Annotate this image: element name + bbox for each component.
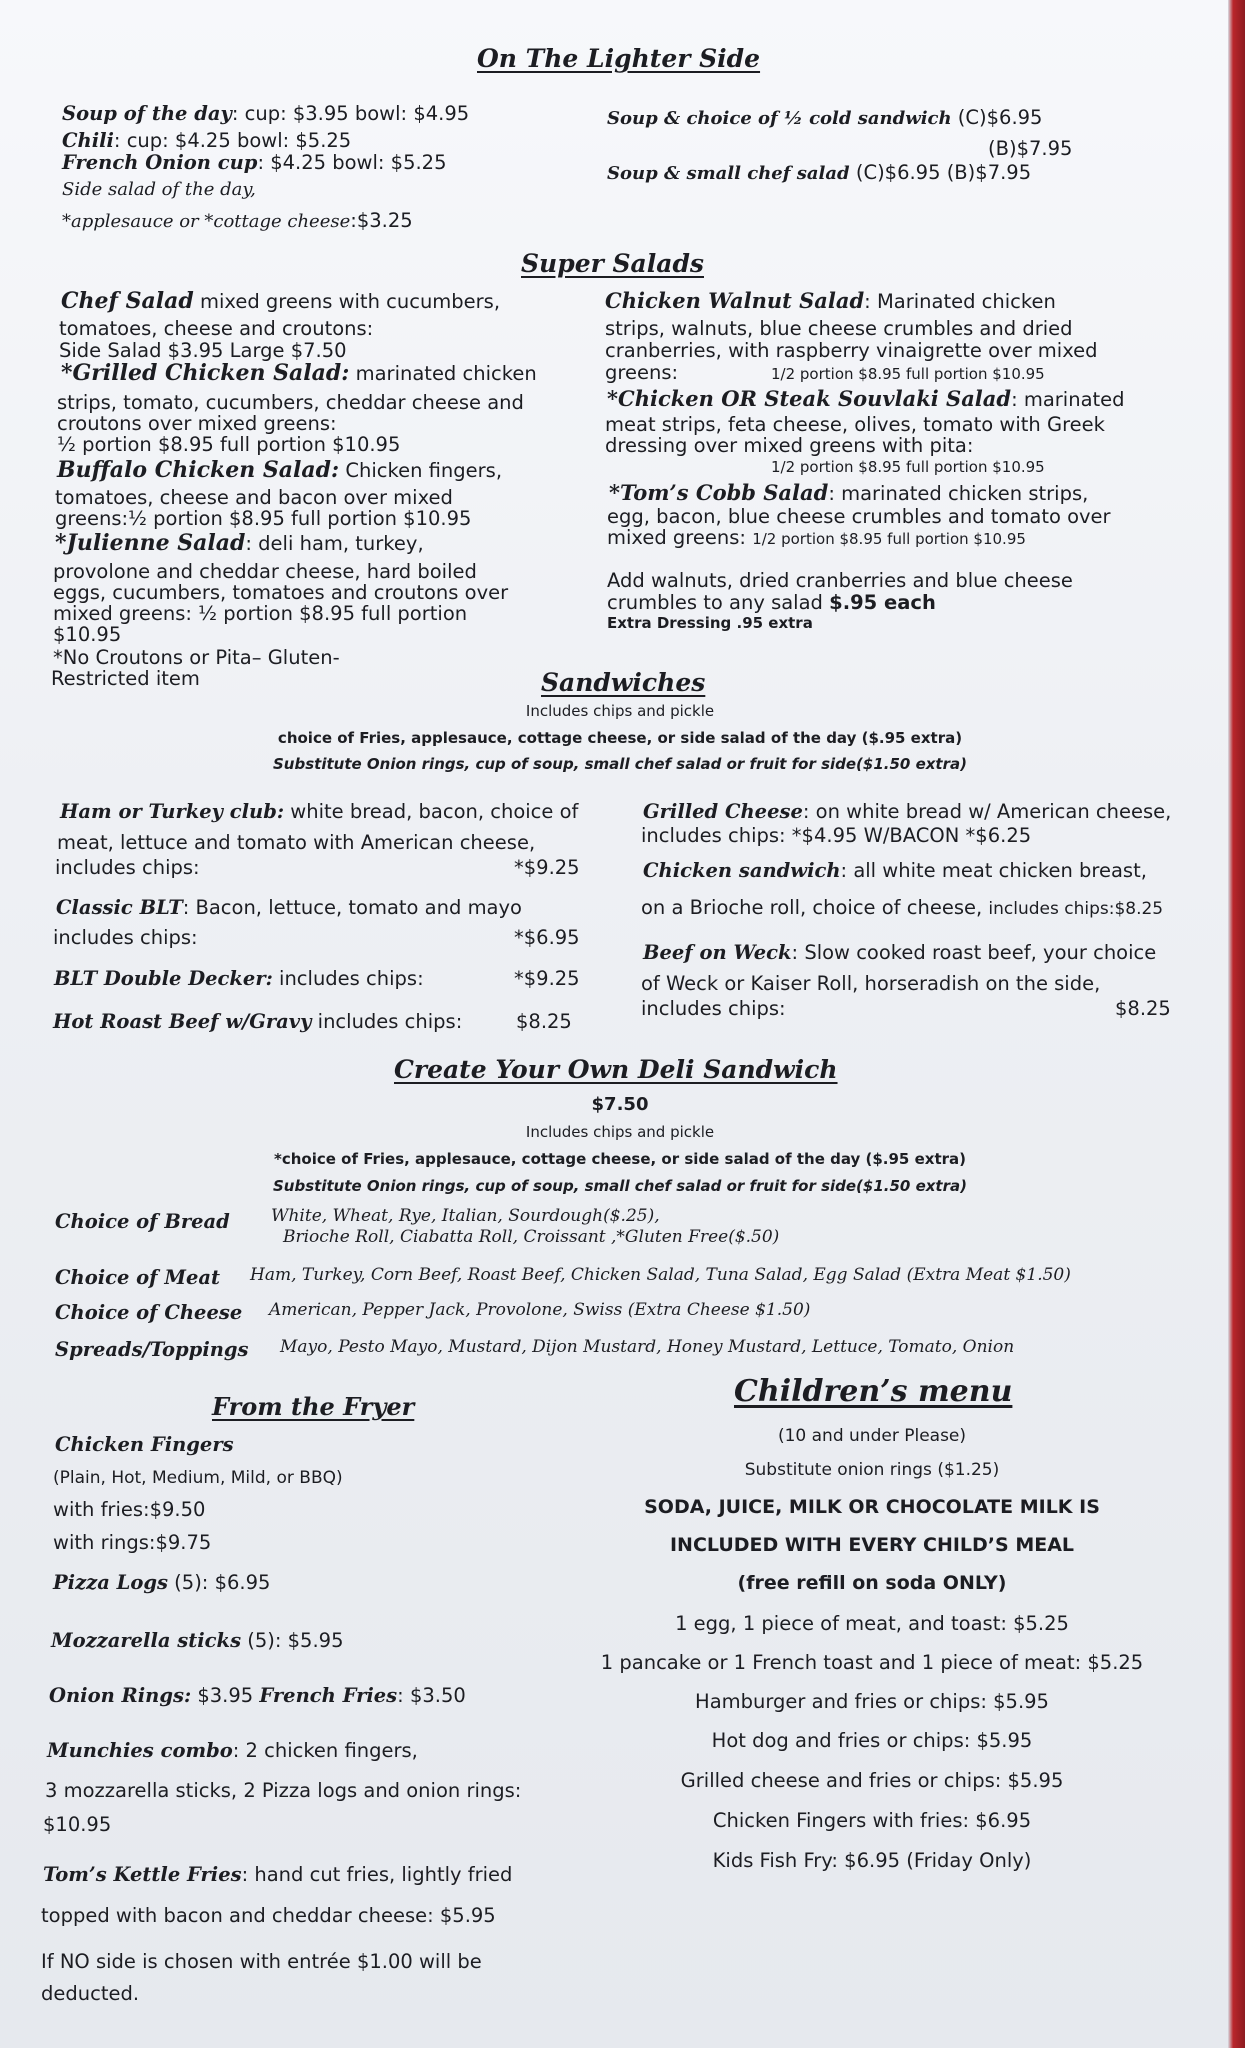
sandwiches-heading: Sandwiches (541, 668, 706, 697)
souvlaki-salad-name: *Chicken OR Steak Souvlaki Salad (607, 386, 1012, 411)
club-desc-3: includes chips: (55, 856, 200, 879)
club-line (60, 802, 578, 822)
chicken-walnut-salad-desc-4: greens: (605, 361, 679, 384)
cobb-salad-name: *Tom’s Cobb Salad (609, 480, 829, 505)
chef-salad-line (61, 290, 500, 312)
soup-chef-line (607, 163, 1031, 183)
rings-fries-line (49, 1686, 466, 1706)
bread-options: White, Wheat, Rye, Italian, Sourdough($.25), (271, 1206, 660, 1226)
deli-side-choice: *choice of Fries, applesauce, cottage cheese, or side salad of the day ($.95 extra) (274, 1150, 966, 1168)
hot-roast-beef-desc: includes chips: (311, 1010, 463, 1033)
hot-roast-beef-name: Hot Roast Beef w/Gravy (53, 1010, 312, 1033)
club-desc-2: meat, lettuce and tomato with American cheese, (57, 831, 536, 854)
cobb-salad-desc-2: egg, bacon, blue cheese crumbles and tomato over (607, 505, 1111, 528)
chicken-fingers-fries-price: with fries:$9.50 (53, 1498, 206, 1521)
buffalo-chicken-salad-desc-2: tomatoes, cheese and bacon over mixed (55, 486, 453, 509)
soup-sandwich-bowl-price: (B)$7.95 (988, 137, 1073, 160)
club-desc: white bread, bacon, choice of (284, 800, 579, 823)
sandwiches-side-choice: choice of Fries, applesauce, cottage cheese, or side salad of the day ($.95 extra) (277, 729, 963, 747)
souvlaki-salad-desc: : marinated (1011, 388, 1125, 411)
julienne-salad-desc-3: eggs, cucumbers, tomatoes and croutons over (53, 581, 509, 604)
french-fries-price: : $3.50 (397, 1684, 466, 1707)
grilled-cheese-desc: : on white bread w/ American cheese, (802, 800, 1172, 823)
soup-sandwich-cup-price: (C)$6.95 (957, 106, 1043, 129)
pizza-logs-name: Pizza Logs (53, 1571, 168, 1594)
chef-salad-price: Side Salad $3.95 Large $7.50 (59, 339, 347, 362)
kids-item: Grilled cheese and fries or chips: $5.95 (680, 1769, 1064, 1792)
blt-price: *$6.95 (514, 926, 580, 949)
kettle-fries-desc: : hand cut fries, lightly fried (241, 1863, 513, 1886)
cobb-salad-desc-3: mixed greens: (607, 526, 753, 549)
chicken-sandwich-line (643, 861, 1147, 881)
chicken-fingers-sauces: (Plain, Hot, Medium, Mild, or BBQ) (53, 1468, 343, 1488)
grilled-cheese-price: includes chips: *$4.95 W/BACON *$6.25 (641, 824, 1032, 847)
children-substitute: Substitute onion rings ($1.25) (744, 1460, 1000, 1480)
munchies-combo-price: $10.95 (43, 1813, 112, 1836)
gluten-note: *No Croutons or Pita– Gluten- (53, 646, 340, 669)
pizza-logs-price: (5): $6.95 (167, 1571, 271, 1594)
onion-rings-price: $3.95 (191, 1684, 260, 1707)
mozzarella-line (51, 1631, 343, 1651)
chef-salad-desc-2: tomatoes, cheese and croutons: (59, 317, 374, 340)
grilled-chicken-salad-price: ½ portion $8.95 full portion $10.95 (57, 433, 401, 456)
kids-item: Hamburger and fries or chips: $5.95 (695, 1690, 1049, 1713)
no-side-note-2: deducted. (41, 1982, 140, 2005)
chicken-sandwich-price-line (641, 898, 1163, 918)
kids-item: Chicken Fingers with fries: $6.95 (712, 1809, 1032, 1832)
chicken-fingers-name: Chicken Fingers (55, 1433, 234, 1456)
souvlaki-salad-price-text: 1/2 portion $8.95 full portion $10.95 (771, 458, 1045, 476)
kids-item: 1 egg, 1 piece of meat, and toast: $5.25 (675, 1612, 1069, 1635)
children-drinks: SODA, JUICE, MILK OR CHOCOLATE MILK IS (644, 1496, 1100, 1518)
soup-of-day-line (62, 104, 469, 124)
add-ons-price-line (607, 593, 936, 613)
blt-double-decker-line (54, 969, 424, 989)
grilled-chicken-salad-desc-3: croutons over mixed greens: (57, 412, 337, 435)
kids-item: 1 pancake or 1 French toast and 1 piece of meat: $5.25 (600, 1651, 1144, 1674)
kettle-fries-name: Tom’s Kettle Fries (43, 1863, 242, 1886)
meat-label: Choice of Meat (55, 1266, 220, 1289)
kettle-fries-line (43, 1865, 512, 1885)
buffalo-chicken-salad-price: greens:½ portion $8.95 full portion $10.95 (55, 507, 472, 530)
souvlaki-salad-price (771, 456, 1045, 476)
grilled-chicken-salad-desc: marinated chicken (349, 362, 537, 385)
mozzarella-name: Mozzarella sticks (51, 1629, 242, 1652)
chicken-walnut-salad-desc-3: cranberries, with raspberry vinaigrette over mixed (605, 339, 1098, 362)
applesauce-price: :$3.25 (350, 209, 413, 232)
chicken-walnut-salad-desc: : Marinated chicken (864, 290, 1056, 313)
julienne-salad-desc: : deli ham, turkey, (245, 532, 424, 555)
cobb-salad-price-text: 1/2 portion $8.95 full portion $10.95 (752, 530, 1026, 548)
buffalo-chicken-salad-name: Buffalo Chicken Salad: (57, 457, 340, 483)
munchies-combo-desc: : 2 chicken fingers, (232, 1739, 418, 1762)
add-ons-text: crumbles to any salad (607, 591, 830, 614)
cheese-options: American, Pepper Jack, Provolone, Swiss (Extra Cheese $1.50) (269, 1300, 811, 1320)
souvlaki-salad-line (607, 388, 1125, 410)
blt-desc-2: includes chips: (53, 926, 198, 949)
club-price: *$9.25 (514, 856, 580, 879)
side-salad-line: Side salad of the day, (62, 179, 256, 200)
bread-options-2: Brioche Roll, Ciabatta Roll, Croissant ,*Gluten Free($.50) (283, 1227, 780, 1247)
mozzarella-price: (5): $5.95 (241, 1629, 344, 1652)
add-ons-line: Add walnuts, dried cranberries and blue cheese (607, 569, 1073, 592)
blt-double-decker-price: *$9.25 (514, 967, 580, 990)
children-drinks-2: INCLUDED WITH EVERY CHILD’S MEAL (669, 1534, 1075, 1556)
kids-item: Hot dog and fries or chips: $5.95 (711, 1729, 1033, 1752)
gluten-note-2: Restricted item (51, 667, 200, 690)
sandwiches-includes: Includes chips and pickle (525, 702, 715, 720)
blt-double-decker-name: BLT Double Decker: (54, 967, 273, 990)
cobb-salad-line (609, 482, 1088, 504)
julienne-salad-price-2: $10.95 (53, 623, 122, 646)
grilled-cheese-line (643, 802, 1171, 822)
julienne-salad-name: *Julienne Salad (55, 530, 246, 556)
soup-chef-name: Soup & small chef salad (607, 163, 850, 184)
sandwiches-substitute: Substitute Onion rings, cup of soup, small chef salad or fruit for side($1.50 extra) (273, 755, 967, 773)
bread-label: Choice of Bread (55, 1210, 230, 1233)
cobb-salad-desc: : marinated chicken strips, (828, 482, 1089, 505)
chicken-sandwich-desc-2: on a Brioche roll, choice of cheese, (641, 896, 989, 919)
chili-line (62, 131, 351, 151)
julienne-salad-price: mixed greens: ½ portion $8.95 full portion (53, 602, 468, 625)
extra-dressing: Extra Dressing .95 extra (607, 614, 813, 632)
cobb-salad-price (607, 528, 1026, 548)
blt-line (56, 898, 522, 918)
deli-heading: Create Your Own Deli Sandwich (394, 1055, 838, 1084)
childrens-menu-heading: Children’s menu (734, 1374, 1013, 1409)
chicken-walnut-salad-price-text: 1/2 portion $8.95 full portion $10.95 (771, 365, 1045, 383)
chicken-walnut-salad-desc-2: strips, walnuts, blue cheese crumbles and dried (605, 317, 1073, 340)
deli-price: $7.50 (591, 1094, 649, 1115)
french-fries-name: French Fries (259, 1684, 398, 1707)
buffalo-chicken-salad-line (57, 459, 502, 481)
deli-substitute: Substitute Onion rings, cup of soup, small chef salad or fruit for side($1.50 extra) (273, 1177, 967, 1195)
beef-on-weck-desc: : Slow cooked roast beef, your choice (791, 941, 1157, 964)
french-onion-price: : $4.25 bowl: $5.25 (257, 151, 447, 174)
super-salads-heading: Super Salads (521, 249, 704, 278)
chicken-fingers-rings-price: with rings:$9.75 (53, 1531, 212, 1554)
club-name: Ham or Turkey club: (60, 800, 285, 823)
hot-roast-beef-price: $8.25 (516, 1010, 572, 1033)
chicken-walnut-salad-name: Chicken Walnut Salad (605, 288, 865, 313)
julienne-salad-line (55, 532, 424, 554)
blt-desc: : Bacon, lettuce, tomato and mayo (182, 896, 522, 919)
julienne-salad-desc-2: provolone and cheddar cheese, hard boiled (53, 560, 477, 583)
blt-name: Classic BLT (56, 896, 183, 919)
soup-chef-price: (C)$6.95 (B)$7.95 (849, 161, 1032, 184)
french-onion-name: French Onion cup (62, 151, 258, 174)
buffalo-chicken-salad-desc: Chicken fingers, (339, 459, 503, 482)
munchies-combo-desc-2: 3 mozzarella sticks, 2 Pizza logs and onion rings: (45, 1779, 522, 1802)
chicken-sandwich-price: includes chips:$8.25 (988, 899, 1164, 919)
chef-salad-name: Chef Salad (61, 288, 194, 314)
kettle-fries-price: topped with bacon and cheddar cheese: $5.95 (41, 1904, 496, 1927)
lighter-side-heading: On The Lighter Side (477, 44, 761, 73)
pizza-logs-line (53, 1573, 270, 1593)
chili-price: : cup: $4.25 bowl: $5.25 (113, 129, 352, 152)
children-age-note: (10 and under Please) (777, 1426, 967, 1446)
children-refill: (free refill on soda ONLY) (737, 1572, 1007, 1594)
applesauce-name: *applesauce or *cottage cheese (62, 211, 351, 232)
beef-on-weck-desc-3: includes chips: (641, 997, 786, 1020)
souvlaki-salad-desc-3: dressing over mixed greens with pita: (605, 434, 974, 457)
chef-salad-desc: mixed greens with cucumbers, (193, 290, 501, 313)
onion-rings-name: Onion Rings: (49, 1684, 192, 1707)
soup-sandwich-name: Soup & choice of ½ cold sandwich (607, 108, 952, 129)
beef-on-weck-line (643, 943, 1156, 963)
chicken-walnut-salad-price (771, 363, 1045, 383)
chili-name: Chili (62, 129, 114, 152)
french-onion-line (62, 153, 447, 173)
kids-item: Kids Fish Fry: $6.95 (Friday Only) (712, 1849, 1032, 1872)
applesauce-line (62, 211, 413, 231)
hot-roast-beef-line (53, 1012, 462, 1032)
beef-on-weck-desc-2: of Weck or Kaiser Roll, horseradish on the side, (641, 972, 1101, 995)
munchies-combo-name: Munchies combo (47, 1739, 233, 1762)
grilled-chicken-salad-desc-2: strips, tomato, cucumbers, cheddar cheese and (57, 391, 524, 414)
deli-includes: Includes chips and pickle (525, 1123, 715, 1141)
meat-options: Ham, Turkey, Corn Beef, Roast Beef, Chicken Salad, Tuna Salad, Egg Salad (Extra Meat $1.50) (250, 1265, 1071, 1285)
chicken-walnut-salad-line (605, 290, 1056, 312)
soup-of-day-name: Soup of the day (62, 102, 232, 125)
red-edge-strip (1228, 0, 1245, 2048)
fryer-heading: From the Fryer (212, 1392, 415, 1421)
soup-sandwich-line (607, 108, 1042, 128)
soup-of-day-price: : cup: $3.95 bowl: $4.95 (231, 102, 470, 125)
chicken-sandwich-name: Chicken sandwich (643, 859, 841, 882)
cheese-label: Choice of Cheese (55, 1301, 243, 1324)
beef-on-weck-name: Beef on Weck (643, 941, 792, 964)
chicken-sandwich-desc: : all white meat chicken breast, (840, 859, 1147, 882)
grilled-chicken-salad-line (61, 362, 537, 384)
add-ons-price: $.95 each (829, 591, 936, 614)
spreads-options: Mayo, Pesto Mayo, Mustard, Dijon Mustard, Honey Mustard, Lettuce, Tomato, Onion (280, 1337, 1015, 1357)
beef-on-weck-price: $8.25 (1115, 997, 1171, 1020)
grilled-cheese-name: Grilled Cheese (643, 800, 803, 823)
grilled-chicken-salad-name: *Grilled Chicken Salad: (61, 360, 350, 386)
spreads-label: Spreads/Toppings (55, 1338, 249, 1361)
munchies-combo-line (47, 1741, 418, 1761)
blt-double-decker-desc: includes chips: (272, 967, 424, 990)
no-side-note: If NO side is chosen with entrée $1.00 will be (41, 1950, 482, 1973)
souvlaki-salad-desc-2: meat strips, feta cheese, olives, tomato with Greek (605, 413, 1105, 436)
